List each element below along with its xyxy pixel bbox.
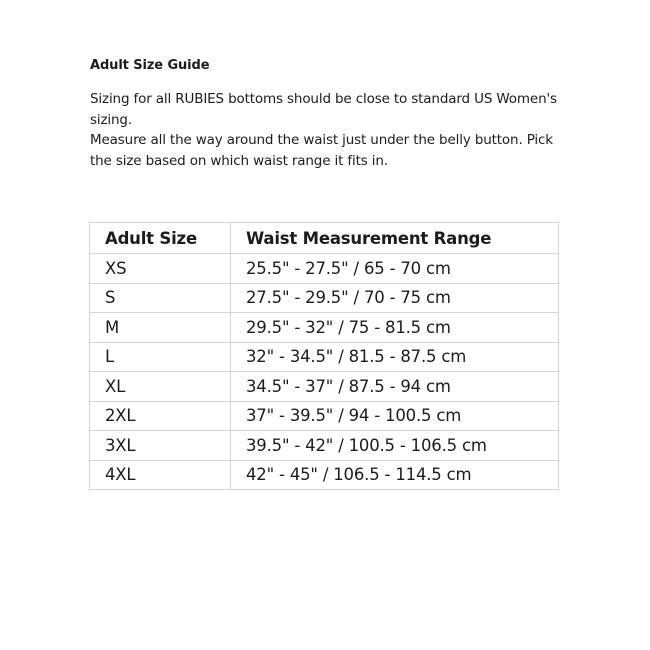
- size-cell: S: [90, 283, 231, 313]
- table-row: [90, 342, 559, 372]
- waist-range-cell: 32" - 34.5" / 81.5 - 87.5 cm: [231, 342, 559, 372]
- size-cell: L: [90, 342, 231, 372]
- header-waist-range: Waist Measurement Range: [231, 223, 559, 254]
- table-row: [90, 254, 559, 284]
- size-guide-text: [90, 56, 570, 171]
- waist-range-cell: 27.5" - 29.5" / 70 - 75 cm: [231, 283, 559, 313]
- size-cell: M: [90, 313, 231, 343]
- waist-range-cell: 29.5" - 32" / 75 - 81.5 cm: [231, 313, 559, 343]
- waist-range-cell: 34.5" - 37" / 87.5 - 94 cm: [231, 372, 559, 402]
- size-cell: 2XL: [90, 401, 231, 431]
- table-row: [90, 460, 559, 490]
- size-cell: XS: [90, 254, 231, 284]
- sizing-note: Sizing for all RUBIES bottoms should be close to standard US Women's sizing.: [90, 91, 557, 128]
- waist-range-cell: 25.5" - 27.5" / 65 - 70 cm: [231, 254, 559, 284]
- table-row: [90, 372, 559, 402]
- size-table-container: [89, 222, 558, 490]
- table-header-row: [90, 223, 559, 254]
- waist-range-cell: 42" - 45" / 106.5 - 114.5 cm: [231, 460, 559, 490]
- table-row: [90, 431, 559, 461]
- measure-instructions: Measure all the way around the waist just under the belly button. Pick the size based on which waist range it fits in.: [90, 132, 553, 169]
- header-adult-size: Adult Size: [90, 223, 231, 254]
- waist-range-cell: 39.5" - 42" / 100.5 - 106.5 cm: [231, 431, 559, 461]
- size-table: [89, 222, 559, 490]
- size-cell: 3XL: [90, 431, 231, 461]
- table-row: [90, 313, 559, 343]
- table-row: [90, 401, 559, 431]
- waist-range-cell: 37" - 39.5" / 94 - 100.5 cm: [231, 401, 559, 431]
- page-title: Adult Size Guide: [90, 58, 210, 73]
- size-cell: XL: [90, 372, 231, 402]
- size-cell: 4XL: [90, 460, 231, 490]
- table-row: [90, 283, 559, 313]
